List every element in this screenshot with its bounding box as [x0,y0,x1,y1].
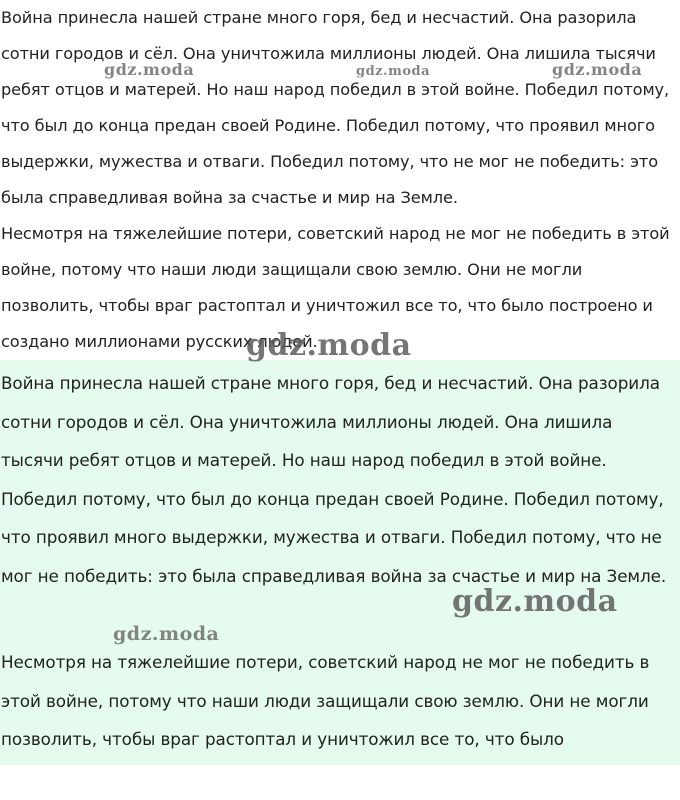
paragraph-war-text: Война принесла нашей стране много горя, бед и несчастий. Она разорила сотни городов и сёл. Она уничтожила миллионы людей. Она лишила тысячи ребят отцов и матерей. Но наш народ победил в этой войне. Победил потому, что был до конца предан своей Родине. Победил потому, что проявил много выдержки, мужества и отваги. Победил потому, что не мог не победить: это была справедливая война за счастье и мир на Земле. [1,8,670,207]
watermark-logo: gdz.moda [113,623,220,645]
paragraph-war-text-repeat: Война принесла нашей стране много горя, бед и несчастий. Она разорила сотни городов и сёл. Она уничтожила миллионы людей. Она лишила тысячи ребят отцов и матерей. Но наш народ победил в этой войне. Победил потому, что был до конца предан своей Родине. Победил потому, что проявил много выдержки, мужества и отваги. Победил потому, что не мог не победить: это была справедливая война за счастье и мир на Земле. [1,373,667,586]
paragraph-victory-reason: Несмотря на тяжелейшие потери, советский народ не мог не победить в этой войне, потому что наши люди защищали свою землю. Они не могли позволить, чтобы враг растоптал и уничтожил все то, что было построено и создано миллионами русских людей. [1,224,670,351]
watermark-logo: gdz.moda [552,60,643,79]
watermark-logo: gdz.moda [104,60,195,79]
watermark-logo: gdz.moda [452,584,618,619]
watermark-logo: gdz.moda [356,64,431,79]
watermark-logo: gdz.moda [246,328,412,363]
paragraph-victory-reason-repeat: Несмотря на тяжелейшие потери, советский народ не мог не победить в этой войне, потому что наши люди защищали свою землю. Они не могли позволить, чтобы враг растоптал и уничтожил все то, что было [1,652,650,749]
